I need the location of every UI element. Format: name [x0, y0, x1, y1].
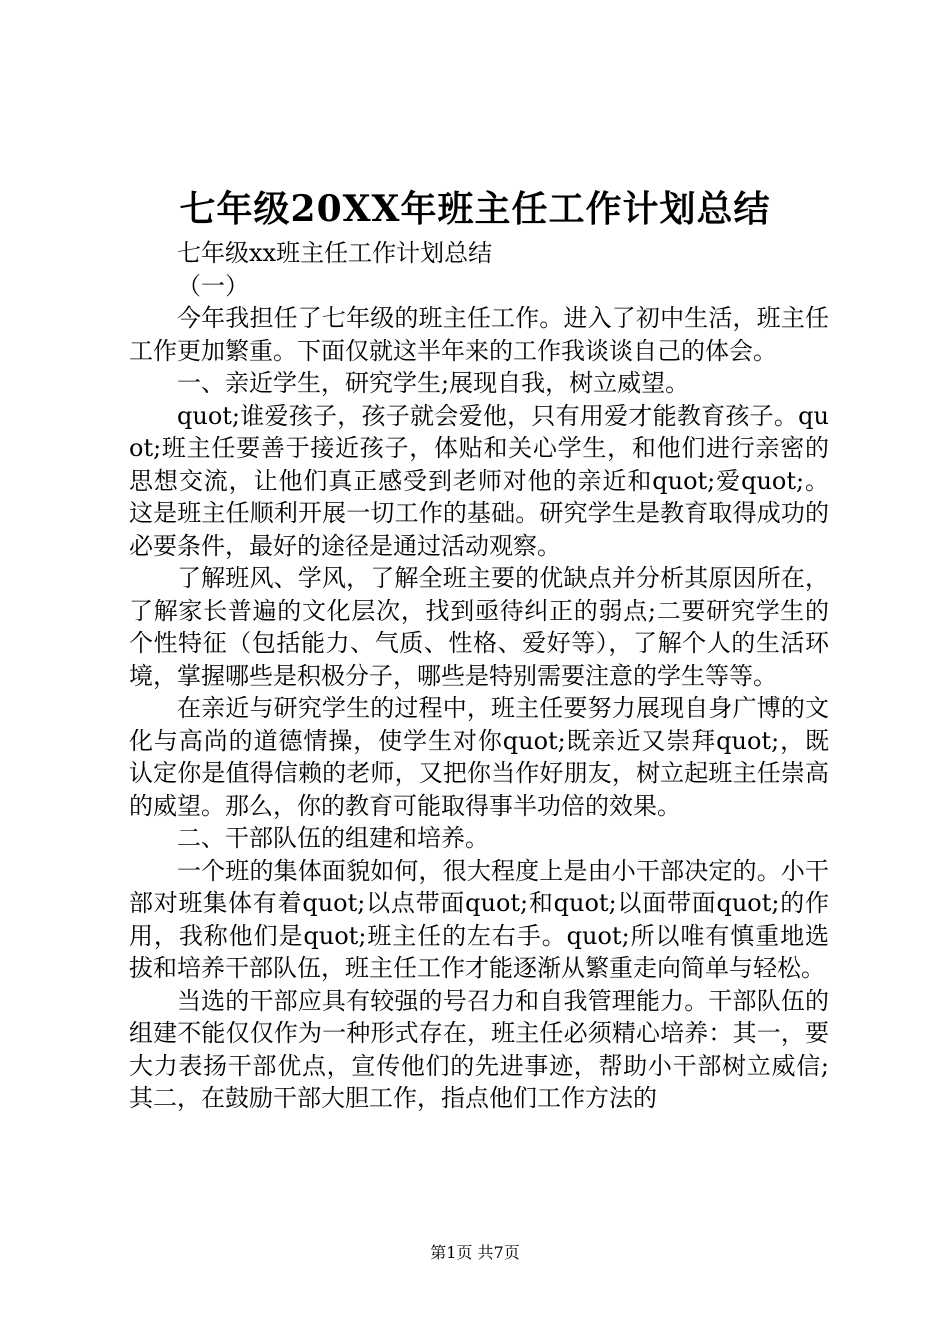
page-number-current: 第1页: [430, 1243, 473, 1262]
section-heading-paragraph: 二、干部队伍的组建和培养。: [177, 824, 489, 852]
body-paragraph: 了解班风、学风，了解全班主要的优缺点并分析其原因所在，了解家长普遍的文化层次，找到亟待纠正的弱点;二要研究学生的个性特征（包括能力、气质、性格、爱好等），了解个人的生活环境，掌握哪些是积极分子，哪些是特别需要注意的学生等等。: [129, 564, 829, 690]
subtitle-paragraph: 七年级xx班主任工作计划总结: [177, 239, 493, 267]
section-number-paragraph: （一）: [177, 271, 249, 300]
body-paragraph: 在亲近与研究学生的过程中，班主任要努力展现自身广博的文化与高尚的道德情操，使学生对你quot;既亲近又崇拜quot;，既认定你是值得信赖的老师，又把你当作好朋友，树立起班主任崇高的威望。那么，你的教育可能取得事半功倍的效果。: [129, 694, 829, 820]
body-paragraph: quot;谁爱孩子，孩子就会爱他，只有用爱才能教育孩子。quot;班主任要善于接近孩子，体贴和关心学生，和他们进行亲密的思想交流，让他们真正感受到老师对他的亲近和quot;爱quot;。这是班主任顺利开展一切工作的基础。研究学生是教育取得成功的必要条件，最好的途径是通过活动观察。: [129, 401, 829, 560]
body-paragraph: 一个班的集体面貌如何，很大程度上是由小干部决定的。小干部对班集体有着quot;以点带面quot;和quot;以面带面quot;的作用，我称他们是quot;班主任的左右手。quot;所以唯有慎重地选拔和培养干部队伍，班主任工作才能逐渐从繁重走向简单与轻松。: [129, 856, 829, 982]
page-number-total: 共7页: [477, 1243, 520, 1262]
body-paragraph: 今年我担任了七年级的班主任工作。进入了初中生活，班主任工作更加繁重。下面仅就这半年来的工作我谈谈自己的体会。: [129, 304, 829, 365]
page-footer: [0, 1242, 950, 1264]
body-paragraph: 当选的干部应具有较强的号召力和自我管理能力。干部队伍的组建不能仅仅作为一种形式存在，班主任必须精心培养：其一，要大力表扬干部优点，宣传他们的先进事迹，帮助小干部树立威信;其二，在鼓励干部大胆工作，指点他们工作方法的: [129, 986, 829, 1112]
document-body: [129, 237, 829, 1115]
section-heading-paragraph: 一、亲近学生，研究学生;展现自我，树立威望。: [177, 369, 690, 397]
document-title: 七年级20XX年班主任工作计划总结: [179, 188, 771, 230]
